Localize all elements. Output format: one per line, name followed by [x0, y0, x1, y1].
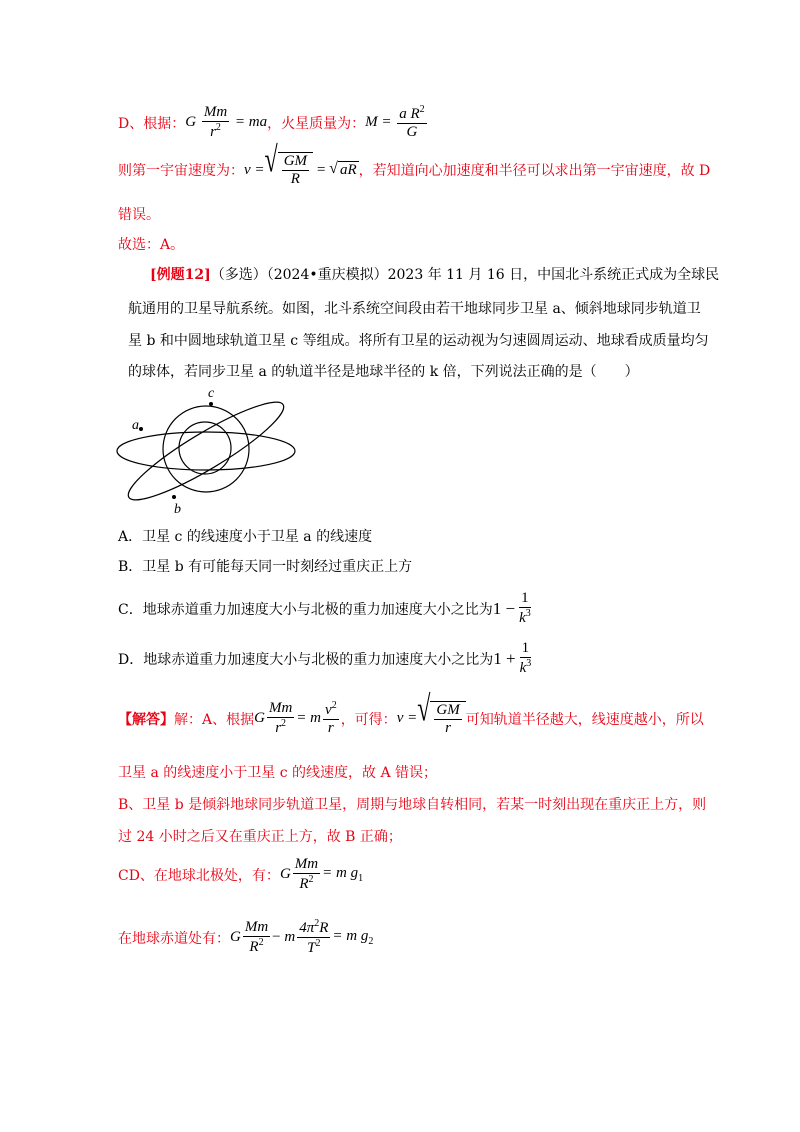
- sqrt-gm-over-r: [417, 689, 466, 738]
- frac-num: Mm: [243, 919, 270, 937]
- gm-over-r: [434, 702, 461, 738]
- frac-num: 1: [519, 590, 531, 608]
- example-line4: 的球体，若同步卫星 a 的轨道半径是地球半径的 k 倍，下列说法正确的是（ ）: [128, 364, 639, 380]
- frac-den: $r^2$: [210, 122, 221, 141]
- solution-p1-mid: ，可得：: [340, 711, 397, 728]
- option-c[interactable]: [118, 590, 535, 628]
- frac-num: GM: [282, 153, 309, 171]
- option-b[interactable]: B．卫星 b 有可能每天同一时刻经过重庆正上方: [118, 559, 413, 575]
- k-symbol: k: [519, 610, 526, 627]
- solution-line4: 过 24 小时之后又在重庆正上方，故 B 正确；: [118, 829, 402, 845]
- option-a[interactable]: A．卫星 c 的线速度小于卫星 a 的线速度: [118, 529, 373, 545]
- satellite-c-dot: [209, 402, 213, 406]
- radical-sign: √: [329, 160, 338, 178]
- sqrt-ar: [329, 161, 358, 179]
- solution-head: 【解答】: [118, 711, 174, 728]
- frac-num: GM: [434, 702, 461, 720]
- frac-num: Mm: [267, 700, 294, 718]
- frac-den: $k^3$: [519, 658, 532, 677]
- frac-den: R: [290, 171, 300, 188]
- gm-over-r: [282, 153, 309, 189]
- equatorial-orbit: [117, 432, 295, 470]
- earth-circle: [179, 422, 231, 474]
- frac-num: $v^2$: [323, 700, 339, 720]
- frac-num: a $R^2$: [397, 104, 426, 124]
- radicand: [430, 701, 465, 738]
- k-symbol: k: [519, 660, 527, 677]
- solution-p1: 解：A、根据: [174, 711, 255, 728]
- frac-den: G: [406, 124, 418, 141]
- example-line3: 星 b 和中圆地球轨道卫星 c 等组成。将所有卫星的运动视为匀速圆周运动、地球看成质量均匀: [128, 333, 709, 349]
- label-c: c: [208, 386, 215, 401]
- mm-over-r2: [202, 104, 229, 142]
- ar2-over-g: [397, 104, 426, 142]
- option-d-text: D．地球赤道重力加速度大小与北极的重力加速度大小之比为: [118, 651, 494, 668]
- option-c-text: C．地球赤道重力加速度大小与北极的重力加速度大小之比为: [118, 601, 493, 618]
- one-over-k3: [517, 590, 533, 628]
- radicand: [278, 152, 313, 189]
- solution-equator-line: [118, 918, 373, 958]
- fc-prefix: 则第一宇宙速度为：: [118, 163, 244, 180]
- option-d-expr: 1 +: [493, 648, 516, 668]
- frac-den: $r^2$: [275, 718, 287, 737]
- example-text: （多选）（2024•重庆模拟）2023 年 11 月 16 日，中国北斗系统正式成为全球民: [210, 267, 720, 283]
- fc-line2: 错误。: [118, 207, 160, 223]
- example-line1: [150, 264, 719, 284]
- equals: =: [316, 161, 327, 178]
- frac-num: 1: [520, 640, 532, 658]
- answer-choice: 故选：A。: [118, 237, 185, 253]
- mm-over-R2: [293, 856, 320, 894]
- v2-over-r: [323, 700, 339, 738]
- frac-num: $4\pi^2R$: [297, 918, 330, 938]
- frac-den: $k^3$: [519, 608, 531, 627]
- solution-p1-suffix: 可知轨道半径越大，线速度越小，所以: [465, 711, 704, 728]
- solution-line2: 卫星 a 的线速度小于卫星 c 的线速度，故 A 错误；: [118, 765, 437, 781]
- option-d-analysis: [118, 104, 429, 142]
- m-lhs: M =: [365, 114, 392, 131]
- mm-over-r2: [267, 700, 294, 738]
- radical-sign: √: [264, 141, 278, 181]
- d-prefix: D、根据：: [118, 115, 186, 132]
- frac-den: $R^2$: [299, 874, 314, 893]
- orbit-diagram: [108, 385, 308, 517]
- solution-line1: [118, 689, 704, 738]
- one-over-k3: [518, 640, 534, 678]
- option-c-expr: 1 −: [492, 598, 516, 618]
- mass-equation: [365, 104, 429, 142]
- d-mid: ，火星质量为：: [267, 115, 366, 132]
- eq-rhs: = ma: [234, 114, 268, 131]
- fc-suffix: ，若知道向心加速度和半径可以求出第一宇宙速度，故 D: [358, 163, 711, 180]
- velocity-equation: [244, 141, 359, 189]
- centripetal-equation: G $\frac{Mm}{r^2}$ = m $\frac{v^2}{r}$: [254, 700, 337, 737]
- equator-equation: G $\frac{Mm}{R^2}$ − m $\frac{4\pi^2R}{T^2}$ = m $g_2$: [230, 918, 374, 957]
- v-lhs: v =: [244, 161, 265, 178]
- frac-num: Mm: [202, 104, 229, 122]
- gravity-equation: [185, 104, 267, 142]
- solution-line3: B、卫星 b 是倾斜地球同步轨道卫星，周期与地球自转相同，若某一时刻出现在重庆正上方，则: [118, 797, 707, 813]
- radicand: aR: [339, 162, 357, 179]
- sqrt-gm-over-r: [264, 141, 314, 189]
- label-a: a: [132, 418, 139, 433]
- g-symbol: G: [185, 114, 197, 131]
- frac-den: r: [445, 719, 451, 736]
- solution-cd-line: [118, 856, 363, 894]
- 4pi2R-over-T2: [297, 918, 330, 958]
- label-b: b: [174, 502, 181, 517]
- satellite-a-dot: [139, 427, 143, 431]
- first-cosmic-velocity-line: [118, 141, 711, 189]
- ar-symbol: a R: [399, 106, 420, 122]
- equator-prefix: 在地球赤道处有：: [118, 930, 230, 947]
- cd-prefix: CD、在地球北极处，有：: [118, 867, 280, 884]
- frac-den: $R^2$: [249, 937, 264, 956]
- frac-num: Mm: [293, 856, 320, 874]
- inclined-orbit: [120, 389, 293, 513]
- example-tag: [例题12]: [150, 267, 211, 283]
- radical-sign: √: [417, 689, 431, 729]
- north-pole-equation: G $\frac{Mm}{R^2}$ = m $g_1$: [279, 856, 364, 893]
- option-d[interactable]: [118, 640, 535, 678]
- mm-over-R2: [243, 919, 270, 957]
- satellite-b-dot: [172, 495, 176, 499]
- velocity-result: v = √ $\frac{GM}{r}$: [397, 701, 466, 738]
- example-line2: 航通用的卫星导航系统。如图，北斗系统空间段由若干地球同步卫星 a、倾斜地球同步轨道卫: [128, 301, 701, 317]
- r-symbol: r: [210, 124, 216, 141]
- frac-den: r: [327, 720, 334, 737]
- frac-den: $T^2$: [307, 938, 321, 957]
